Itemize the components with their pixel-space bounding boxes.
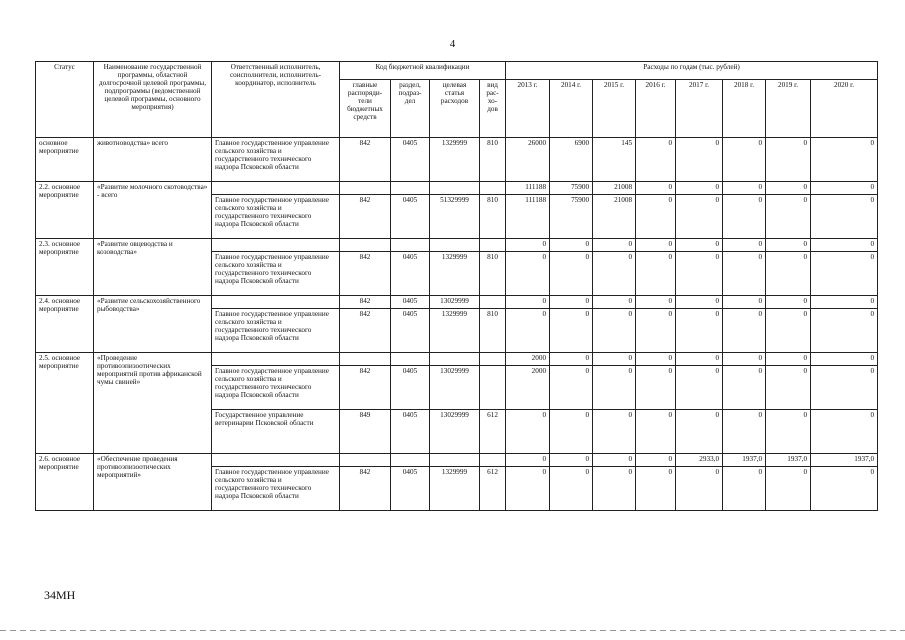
row-year-value: 0 bbox=[723, 309, 766, 353]
row-name: «Обеспечение проведения противоэпизоотических мероприятий» bbox=[94, 454, 212, 511]
row-section: 0405 bbox=[391, 296, 430, 309]
row-year-value: 75900 bbox=[550, 195, 593, 239]
row-executor: Главное государственное управление сельского хозяйства и государственного технического надзора Псковской области bbox=[212, 309, 340, 353]
row-target-article: 1329999 bbox=[430, 252, 480, 296]
table-row bbox=[36, 239, 878, 252]
row-status: основное мероприятие bbox=[36, 138, 94, 182]
header-year: 2015 г. bbox=[593, 80, 636, 138]
row-year-value: 0 bbox=[593, 353, 636, 366]
footer-code: 34МН bbox=[44, 588, 76, 602]
row-expense-type: 810 bbox=[480, 138, 506, 182]
row-expense-type: 612 bbox=[480, 410, 506, 454]
row-expense-type: 810 bbox=[480, 309, 506, 353]
row-year-value: 0 bbox=[636, 410, 676, 454]
row-executor: Главное государственное управление сельского хозяйства и государственного технического надзора Псковской области bbox=[212, 366, 340, 410]
row-expense-type bbox=[480, 182, 506, 195]
row-expense-type: 612 bbox=[480, 467, 506, 511]
row-year-value: 0 bbox=[811, 296, 878, 309]
header-code-col: вид рас-хо-дов bbox=[480, 80, 506, 138]
row-year-value: 0 bbox=[676, 239, 723, 252]
row-year-value: 0 bbox=[636, 138, 676, 182]
row-target-article: 1329999 bbox=[430, 309, 480, 353]
row-year-value: 0 bbox=[676, 353, 723, 366]
row-year-value: 26000 bbox=[506, 138, 550, 182]
row-year-value: 0 bbox=[550, 252, 593, 296]
row-year-value: 0 bbox=[593, 410, 636, 454]
row-grbs: 842 bbox=[340, 467, 391, 511]
row-expense-type bbox=[480, 239, 506, 252]
row-expense-type bbox=[480, 454, 506, 467]
row-year-value: 0 bbox=[766, 410, 811, 454]
header-year: 2013 г. bbox=[506, 80, 550, 138]
row-year-value: 0 bbox=[636, 239, 676, 252]
row-executor: Главное государственное управление сельского хозяйства и государственного технического надзора Псковской области bbox=[212, 467, 340, 511]
row-year-value: 0 bbox=[676, 195, 723, 239]
row-year-value: 0 bbox=[636, 296, 676, 309]
header-year: 2019 г. bbox=[766, 80, 811, 138]
header-name: Наименование государственной программы, областной долгосрочной целевой программы, подпрограммы (ведомственной целевой программы, основного мероприятия) bbox=[94, 62, 212, 138]
row-section bbox=[391, 182, 430, 195]
row-year-value: 0 bbox=[506, 296, 550, 309]
row-target-article bbox=[430, 182, 480, 195]
row-year-value: 1937,0 bbox=[811, 454, 878, 467]
row-executor: Главное государственное управление сельского хозяйства и государственного технического надзора Псковской области bbox=[212, 195, 340, 239]
row-year-value: 0 bbox=[550, 353, 593, 366]
row-year-value: 1937,0 bbox=[723, 454, 766, 467]
row-year-value: 0 bbox=[593, 309, 636, 353]
row-grbs: 842 bbox=[340, 252, 391, 296]
row-year-value: 0 bbox=[811, 239, 878, 252]
row-year-value: 0 bbox=[550, 296, 593, 309]
row-year-value: 0 bbox=[811, 410, 878, 454]
header-year: 2014 г. bbox=[550, 80, 593, 138]
row-year-value: 0 bbox=[636, 309, 676, 353]
row-name: «Проведение противоэпизоотических мероприятий против африканской чумы свиней» bbox=[94, 353, 212, 454]
row-status: 2.2. основное мероприятие bbox=[36, 182, 94, 239]
table-row bbox=[36, 454, 878, 467]
header-row bbox=[36, 62, 878, 80]
page-number: 4 bbox=[449, 38, 456, 50]
row-grbs: 842 bbox=[340, 296, 391, 309]
row-year-value: 0 bbox=[506, 467, 550, 511]
header-code-col: главные распоряди-тели бюджетных средств bbox=[340, 80, 391, 138]
row-year-value: 0 bbox=[550, 309, 593, 353]
row-year-value: 0 bbox=[811, 182, 878, 195]
row-expense-type: 810 bbox=[480, 252, 506, 296]
row-year-value: 111188 bbox=[506, 195, 550, 239]
row-year-value: 0 bbox=[550, 239, 593, 252]
row-year-value: 0 bbox=[766, 182, 811, 195]
row-executor: Главное государственное управление сельского хозяйства и государственного технического надзора Псковской области bbox=[212, 252, 340, 296]
row-section: 0405 bbox=[391, 138, 430, 182]
row-year-value: 0 bbox=[636, 366, 676, 410]
row-year-value: 0 bbox=[506, 309, 550, 353]
row-year-value: 0 bbox=[636, 454, 676, 467]
row-name: животноводства» всего bbox=[94, 138, 212, 182]
row-executor bbox=[212, 296, 340, 309]
header-code-col: целевая статья расходов bbox=[430, 80, 480, 138]
row-year-value: 0 bbox=[636, 252, 676, 296]
row-executor bbox=[212, 182, 340, 195]
row-target-article: 51329999 bbox=[430, 195, 480, 239]
row-year-value: 2933,0 bbox=[676, 454, 723, 467]
row-year-value: 0 bbox=[723, 296, 766, 309]
row-status: 2.4. основное мероприятие bbox=[36, 296, 94, 353]
row-target-article: 13029999 bbox=[430, 410, 480, 454]
row-year-value: 0 bbox=[723, 195, 766, 239]
row-year-value: 0 bbox=[506, 454, 550, 467]
table-row bbox=[36, 296, 878, 309]
row-year-value: 0 bbox=[593, 467, 636, 511]
row-year-value: 0 bbox=[811, 353, 878, 366]
row-section: 0405 bbox=[391, 467, 430, 511]
row-year-value: 0 bbox=[593, 296, 636, 309]
row-grbs: 842 bbox=[340, 138, 391, 182]
row-section: 0405 bbox=[391, 309, 430, 353]
row-expense-type bbox=[480, 296, 506, 309]
row-year-value: 0 bbox=[766, 296, 811, 309]
row-grbs bbox=[340, 182, 391, 195]
row-grbs: 842 bbox=[340, 309, 391, 353]
row-year-value: 0 bbox=[811, 138, 878, 182]
row-target-article: 13029999 bbox=[430, 366, 480, 410]
row-section: 0405 bbox=[391, 410, 430, 454]
row-grbs bbox=[340, 239, 391, 252]
row-year-value: 0 bbox=[593, 366, 636, 410]
row-year-value: 0 bbox=[811, 252, 878, 296]
row-executor: Государственное управление ветеринарии Псковской области bbox=[212, 410, 340, 454]
row-year-value: 0 bbox=[723, 467, 766, 511]
row-year-value: 0 bbox=[676, 252, 723, 296]
row-target-article: 1329999 bbox=[430, 467, 480, 511]
table-row bbox=[36, 353, 878, 366]
row-year-value: 0 bbox=[636, 353, 676, 366]
row-executor bbox=[212, 239, 340, 252]
row-year-value: 111188 bbox=[506, 182, 550, 195]
row-year-value: 0 bbox=[811, 366, 878, 410]
row-year-value: 0 bbox=[506, 410, 550, 454]
row-year-value: 0 bbox=[550, 366, 593, 410]
row-status: 2.5. основное мероприятие bbox=[36, 353, 94, 454]
row-year-value: 0 bbox=[766, 467, 811, 511]
row-section bbox=[391, 353, 430, 366]
row-year-value: 0 bbox=[676, 182, 723, 195]
row-expense-type bbox=[480, 366, 506, 410]
header-year: 2016 г. bbox=[636, 80, 676, 138]
header-status: Статус bbox=[36, 62, 94, 138]
row-year-value: 0 bbox=[550, 467, 593, 511]
row-section bbox=[391, 239, 430, 252]
header-code-col: раздел, подраз-дел bbox=[391, 80, 430, 138]
row-year-value: 0 bbox=[723, 182, 766, 195]
header-executor: Ответственный исполнитель, соисполнители, исполнитель-координатор, исполнитель bbox=[212, 62, 340, 138]
row-expense-type bbox=[480, 353, 506, 366]
row-year-value: 0 bbox=[550, 410, 593, 454]
row-year-value: 0 bbox=[766, 239, 811, 252]
row-grbs: 842 bbox=[340, 366, 391, 410]
row-grbs: 842 bbox=[340, 195, 391, 239]
row-grbs bbox=[340, 454, 391, 467]
row-year-value: 0 bbox=[811, 467, 878, 511]
row-year-value: 0 bbox=[811, 195, 878, 239]
row-name: «Развитие сельскохозяйственного рыбоводства» bbox=[94, 296, 212, 353]
header-expenses: Расходы по годам (тыс. рублей) bbox=[506, 62, 878, 80]
row-year-value: 0 bbox=[676, 296, 723, 309]
row-status: 2.3. основное мероприятие bbox=[36, 239, 94, 296]
row-year-value: 0 bbox=[593, 252, 636, 296]
row-year-value: 21008 bbox=[593, 195, 636, 239]
header-year: 2017 г. bbox=[676, 80, 723, 138]
row-year-value: 1937,0 bbox=[766, 454, 811, 467]
row-target-article: 13029999 bbox=[430, 296, 480, 309]
row-year-value: 0 bbox=[506, 252, 550, 296]
row-year-value: 0 bbox=[766, 366, 811, 410]
row-executor bbox=[212, 353, 340, 366]
row-section: 0405 bbox=[391, 252, 430, 296]
row-year-value: 0 bbox=[723, 366, 766, 410]
row-year-value: 0 bbox=[676, 138, 723, 182]
row-year-value: 145 bbox=[593, 138, 636, 182]
row-year-value: 0 bbox=[766, 252, 811, 296]
row-year-value: 0 bbox=[676, 410, 723, 454]
header-year: 2020 г. bbox=[811, 80, 878, 138]
budget-table bbox=[35, 61, 878, 511]
row-section bbox=[391, 454, 430, 467]
row-year-value: 0 bbox=[636, 195, 676, 239]
row-expense-type: 810 bbox=[480, 195, 506, 239]
row-section: 0405 bbox=[391, 195, 430, 239]
row-year-value: 0 bbox=[723, 138, 766, 182]
row-target-article bbox=[430, 353, 480, 366]
scan-edge-line bbox=[0, 630, 905, 631]
row-year-value: 0 bbox=[766, 353, 811, 366]
row-grbs: 849 bbox=[340, 410, 391, 454]
row-name: «Развитие овцеводства и козоводства» bbox=[94, 239, 212, 296]
row-year-value: 0 bbox=[593, 239, 636, 252]
header-year: 2018 г. bbox=[723, 80, 766, 138]
row-year-value: 0 bbox=[550, 454, 593, 467]
row-year-value: 75900 bbox=[550, 182, 593, 195]
row-target-article bbox=[430, 239, 480, 252]
row-year-value: 0 bbox=[766, 309, 811, 353]
row-year-value: 0 bbox=[676, 309, 723, 353]
row-year-value: 0 bbox=[676, 467, 723, 511]
row-year-value: 0 bbox=[723, 353, 766, 366]
row-year-value: 0 bbox=[811, 309, 878, 353]
row-year-value: 0 bbox=[766, 195, 811, 239]
row-executor bbox=[212, 454, 340, 467]
row-executor: Главное государственное управление сельского хозяйства и государственного технического надзора Псковской области bbox=[212, 138, 340, 182]
row-year-value: 21008 bbox=[593, 182, 636, 195]
row-year-value: 0 bbox=[593, 454, 636, 467]
row-status: 2.6. основное мероприятие bbox=[36, 454, 94, 511]
row-year-value: 0 bbox=[723, 252, 766, 296]
table-row bbox=[36, 138, 878, 182]
row-section: 0405 bbox=[391, 366, 430, 410]
row-year-value: 0 bbox=[723, 239, 766, 252]
row-year-value: 0 bbox=[723, 410, 766, 454]
row-year-value: 0 bbox=[636, 467, 676, 511]
row-year-value: 0 bbox=[506, 239, 550, 252]
row-year-value: 2000 bbox=[506, 353, 550, 366]
row-year-value: 0 bbox=[766, 138, 811, 182]
row-target-article: 1329999 bbox=[430, 138, 480, 182]
row-target-article bbox=[430, 454, 480, 467]
row-grbs bbox=[340, 353, 391, 366]
table-row bbox=[36, 182, 878, 195]
row-year-value: 0 bbox=[676, 366, 723, 410]
row-year-value: 2000 bbox=[506, 366, 550, 410]
row-year-value: 6900 bbox=[550, 138, 593, 182]
header-budget-code: Код бюджетной квалификации bbox=[340, 62, 506, 80]
row-year-value: 0 bbox=[636, 182, 676, 195]
row-name: «Развитие молочного скотоводства» - всего bbox=[94, 182, 212, 239]
